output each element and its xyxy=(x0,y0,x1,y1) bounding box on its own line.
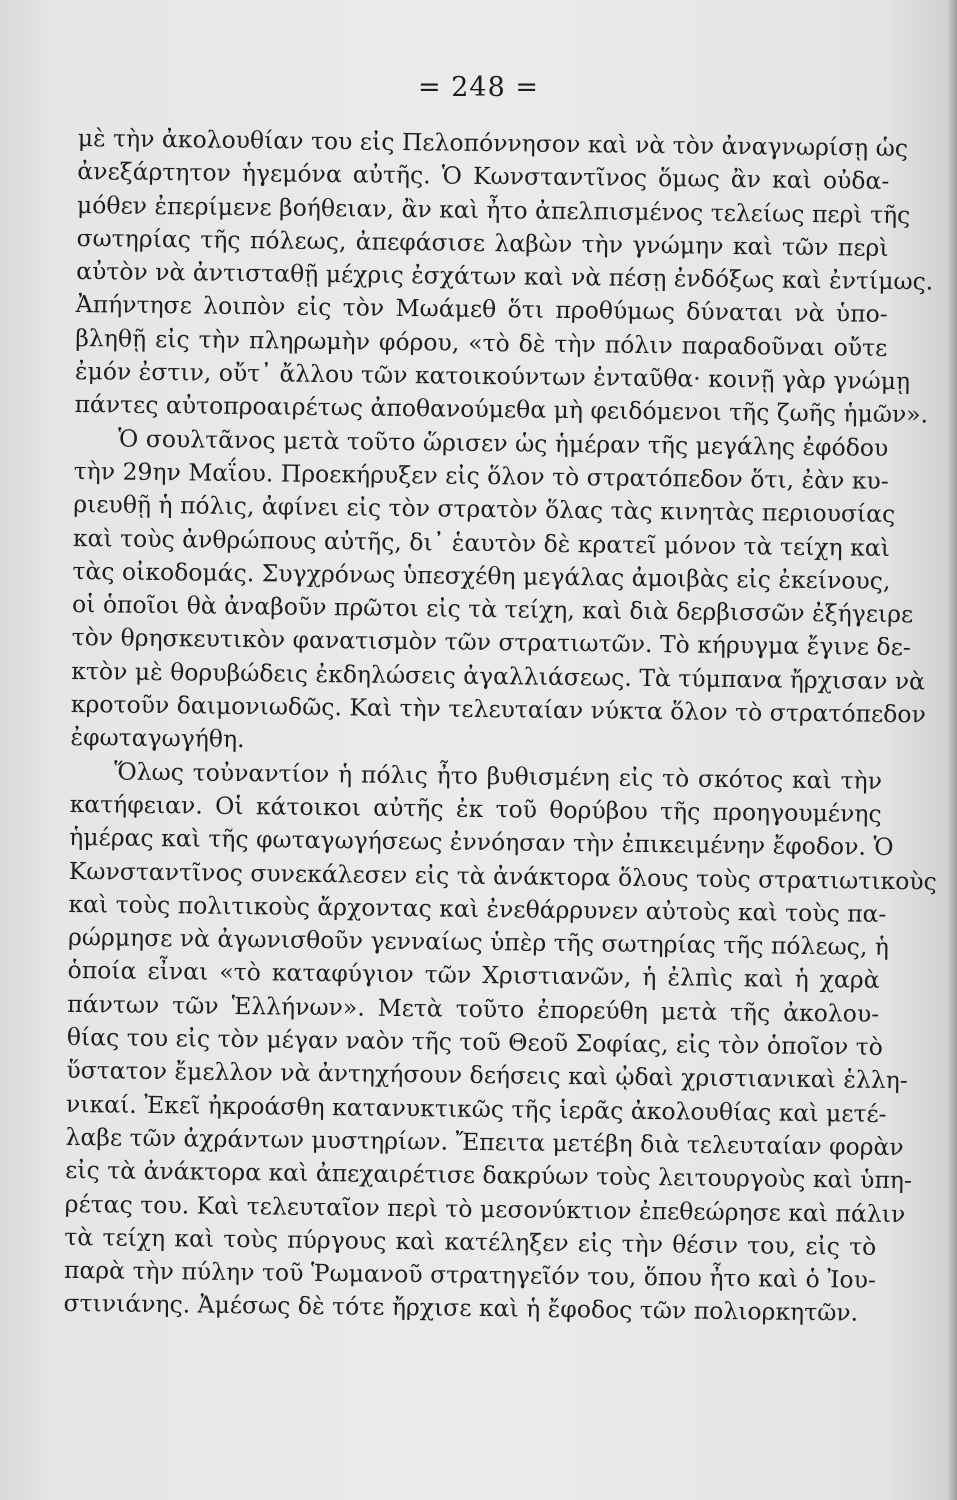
text-line: ἐμόν ἐστιν, οὔτ᾿ ἄλλου τῶν κατοικούντων ἐνταῦθα· κοινῇ γὰρ γνώμῃ xyxy=(74,357,911,396)
text-line: ρώρμησε νὰ ἀγωνισθοῦν γενναίως ὑπὲρ τῆς σωτηρίας τῆς πόλεως, ἡ xyxy=(67,923,890,962)
text-line: Κωνσταντῖνος συνεκάλεσεν εἰς τὰ ἀνάκτορα ὅλους τοὺς στρατιωτικοὺς xyxy=(68,856,937,896)
text-line: βληθῇ εἰς τὴν πληρωμὴν φόρου, «τὸ δὲ τὴν πόλιν παραδοῦναι οὔτε xyxy=(75,323,888,362)
text-line: τὰς οἰκοδομάς. Συγχρόνως ὑπεσχέθη μεγάλας ἀμοιβὰς εἰς ἐκείνους, xyxy=(72,556,891,595)
body-text xyxy=(63,122,937,1331)
text-line: ριευθῇ ἡ πόλις, ἀφίνει εἰς τὸν στρατὸν ὅλας τὰς κινητὰς περιουσίας xyxy=(73,490,896,529)
text-line: κτὸν μὲ θορυβώδεις ἐκδηλώσεις ἀγαλλιάσεως. Τὰ τύμπανα ἤρχισαν νὰ xyxy=(71,656,926,696)
text-line: τὰ τείχη καὶ τοὺς πύργους καὶ κατέληξεν εἰς τὴν θέσιν του, εἰς τὸ xyxy=(64,1222,877,1261)
text-line: πάντες αὐτοπροαιρέτως ἀποθανούμεθα μὴ φειδόμενοι τῆς ζωῆς ἡμῶν». xyxy=(74,390,929,429)
text-line: λαβε τῶν ἀχράντων μυστηρίων. Ἔπειτα μετέβη διὰ τελευταίαν φορὰν xyxy=(65,1122,904,1162)
text-line: αὐτὸν νὰ ἀντισταθῇ μέχρις ἐσχάτων καὶ νὰ πέσῃ ἐνδόξως καὶ ἐντίμως. xyxy=(76,257,934,296)
text-line: ὕστατον ἔμελλον νὰ ἀντηχήσουν δεήσεις καὶ ᾠδαὶ χριστιανικαὶ ἑλλη- xyxy=(66,1056,908,1095)
text-line: ἀνεξάρτητον ἡγεμόνα αὐτῆς. Ὁ Κωνσταντῖνος ὅμως ἂν καὶ οὐδα- xyxy=(77,157,890,196)
text-line: στινιάνης. Ἀμέσως δὲ τότε ἤρχισε καὶ ἡ ἔφοδος τῶν πολιορκητῶν. xyxy=(63,1289,859,1328)
text-line: τὸν θρησκευτικὸν φανατισμὸν τῶν στρατιωτῶν. Τὸ κήρυγμα ἔγινε δε- xyxy=(71,623,911,662)
text-line: κατήφειαν. Οἱ κάτοικοι αὐτῆς ἐκ τοῦ θορύβου τῆς προηγουμένης xyxy=(69,789,882,828)
text-line: παρὰ τὴν πύλην τοῦ Ῥωμανοῦ στρατηγεῖόν του, ὅπου ἦτο καὶ ὁ Ἰου- xyxy=(63,1256,877,1294)
text-line: ὁποία εἶναι «τὸ καταφύγιον τῶν Χριστιανῶν, ἡ ἐλπὶς καὶ ἡ χαρὰ xyxy=(67,956,880,995)
text-line: Ἀπήντησε λοιπὸν εἰς τὸν Μωάμεθ ὅτι προθύμως δύναται νὰ ὑπο- xyxy=(75,290,888,329)
text-line: Ὁ σουλτᾶνος μετὰ τοῦτο ὥρισεν ὡς ἡμέραν τῆς μεγάλης ἐφόδου xyxy=(117,424,889,462)
text-line: κροτοῦν δαιμονιωδῶς. Καὶ τὴν τελευταίαν νύκτα ὅλον τὸ στρατόπεδον xyxy=(70,690,926,729)
text-line: θίας του εἰς τὸν μέγαν ναὸν τῆς τοῦ Θεοῦ Σοφίας, εἰς τὸν ὁποῖον τὸ xyxy=(66,1022,884,1061)
text-line: νικαί. Ἐκεῖ ἠκροάσθη κατανυκτικῶς τῆς ἱερᾶς ἀκολουθίας καὶ μετέ- xyxy=(65,1089,887,1128)
text-line: ἡμέρας καὶ τῆς φωταγωγήσεως ἐννόησαν τὴν ἐπικειμένην ἔφοδον. Ὁ xyxy=(69,823,894,862)
text-line: οἱ ὁποῖοι θὰ ἀναβοῦν πρῶτοι εἰς τὰ τείχη, καὶ διὰ δερβισσῶν ἐξήγειρε xyxy=(71,590,914,629)
text-line: σωτηρίας τῆς πόλεως, ἀπεφάσισε λαβὼν τὴν γνώμην καὶ τῶν περὶ xyxy=(76,223,889,262)
text-line: τὴν 29ην Μαΐου. Προεκήρυξεν εἰς ὅλον τὸ στρατόπεδον ὅτι, ἐὰν κυ- xyxy=(73,456,889,495)
text-line: εἰς τὰ ἀνάκτορα καὶ ἀπεχαιρέτισε δακρύων τοὺς λειτουργοὺς καὶ ὑπη- xyxy=(65,1156,913,1195)
text-line: καὶ τοὺς πολιτικοὺς ἄρχοντας καὶ ἐνεθάρρυνεν αὐτοὺς καὶ τοὺς πα- xyxy=(68,889,887,928)
text-line: ρέτας του. Καὶ τελευταῖον περὶ τὸ μεσονύκτιον ἐπεθεώρησε καὶ πάλιν xyxy=(64,1189,906,1228)
text-line: καὶ τοὺς ἀνθρώπους αὐτῆς, δι᾿ ἑαυτὸν δὲ κρατεῖ μόνον τὰ τείχη καὶ xyxy=(72,523,891,562)
text-line: μὲ τὴν ἀκολουθίαν του εἰς Πελοπόννησον καὶ νὰ τὸν ἀναγνωρίσῃ ὡς xyxy=(77,123,909,163)
text-line: Ὅλως τοὐναντίον ἡ πόλις ἦτο βυθισμένη εἰς τὸ σκότος καὶ τὴν xyxy=(113,757,883,795)
text-line: μόθεν ἐπερίμενε βοήθειαν, ἂν καὶ ἦτο ἀπελπισμένος τελείως περὶ τῆς xyxy=(76,190,911,229)
text-line: ἐφωταγωγήθη. xyxy=(70,723,245,754)
page-edge-shadow xyxy=(947,0,957,1500)
text-line: πάντων τῶν Ἑλλήνων». Μετὰ τοῦτο ἐπορεύθη μετὰ τῆς ἀκολου- xyxy=(67,989,880,1028)
page-number: = 248 = xyxy=(418,72,539,103)
